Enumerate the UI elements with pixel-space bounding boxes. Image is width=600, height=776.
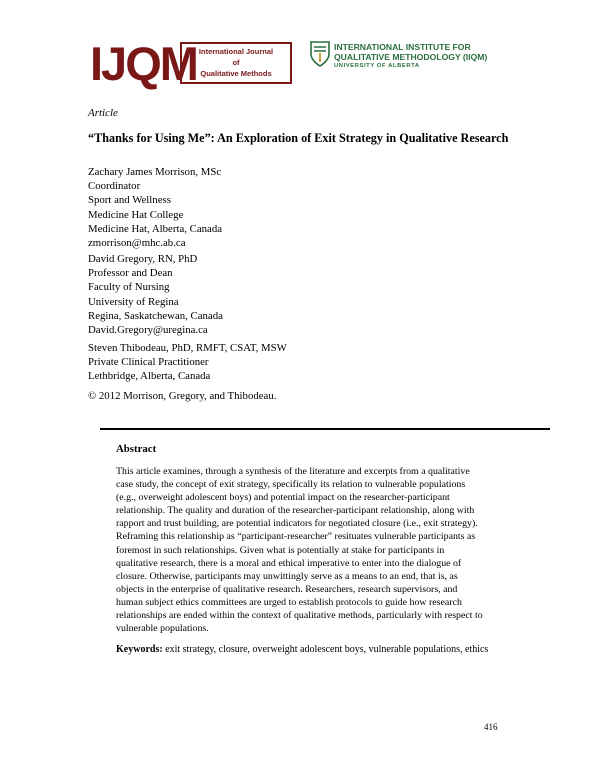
author-1-location: Medicine Hat, Alberta, Canada <box>88 222 223 235</box>
author-2-role: Professor and Dean <box>88 267 173 280</box>
author-2-department: Faculty of Nursing <box>88 281 170 294</box>
journal-name-line-3: Qualitative Methods <box>200 69 272 78</box>
institute-logo <box>310 41 510 81</box>
abstract-line: closure. Otherwise, participants may unwittingly serve as a means to an end, that is, as <box>116 570 458 582</box>
journal-name-box <box>180 42 292 84</box>
author-1-institution: Medicine Hat College <box>88 208 184 221</box>
institute-name-line-1: INTERNATIONAL INSTITUTE FOR <box>334 42 471 52</box>
copyright-notice: © 2012 Morrison, Gregory, and Thibodeau. <box>88 390 277 402</box>
journal-logo <box>90 38 300 90</box>
abstract-line: vulnerable populations. <box>116 623 209 635</box>
institute-name <box>334 42 514 71</box>
author-block-2 <box>88 252 223 337</box>
author-1-name: Zachary James Morrison, MSc <box>88 166 222 178</box>
abstract-line: This article examines, through a synthesis of the literature and excerpts from a qualitative <box>116 466 470 477</box>
author-block-3 <box>88 341 287 384</box>
abstract-line: qualitative research, there is a moral and ethical imperative to enter into the dialogue of <box>116 557 462 569</box>
author-1-role: Coordinator <box>88 180 141 193</box>
abstract-line: case study, the concept of exit strategy, specifically its relation to vulnerable populations <box>116 479 466 491</box>
shield-icon <box>310 41 330 67</box>
abstract-line: relationships are ended within the context of qualitative methods, particularly with respect to <box>116 610 483 622</box>
institute-subtitle: UNIVERSITY OF ALBERTA <box>334 63 420 69</box>
author-1-department: Sport and Wellness <box>88 194 171 207</box>
abstract-line: objects in the enterprise of qualitative research. Researchers, research supervisors, and <box>116 583 458 595</box>
author-2-location: Regina, Saskatchewan, Canada <box>88 309 223 322</box>
author-2-name: David Gregory, RN, PhD <box>88 253 198 265</box>
journal-name-line-2: of <box>232 58 240 67</box>
keywords-label: Keywords: <box>116 644 163 655</box>
page-number: 416 <box>484 722 498 732</box>
abstract-line: foremost in such relationships. Given what is potentially at stake for participants in <box>116 544 445 556</box>
author-2-email[interactable]: David.Gregory@uregina.ca <box>88 324 208 337</box>
journal-logo-mark: IJQM <box>90 37 197 90</box>
abstract-line: rapport and trust building, are potential indicators for negotiated closure (i.e., exit strategy). <box>116 518 478 530</box>
author-2-institution: University of Regina <box>88 295 179 308</box>
abstract-line: human subject ethics committees are urged to establish protocols to guide how research <box>116 596 462 608</box>
abstract-line: relationship. The quality and duration of the researcher-participant relationship, along with <box>116 505 475 517</box>
abstract-line: Reframing this relationship as “participant-researcher” resituates vulnerable participants as <box>116 531 476 543</box>
abstract-body <box>116 465 524 635</box>
article-title: “Thanks for Using Me”: An Exploration of Exit Strategy in Qualitative Research <box>88 131 509 145</box>
author-3-role: Private Clinical Practitioner <box>88 356 209 369</box>
abstract-heading: Abstract <box>116 443 157 455</box>
keywords-text: exit strategy, closure, overweight adolescent boys, vulnerable populations, ethics <box>162 644 489 655</box>
keywords <box>116 643 536 656</box>
article-type-label: Article <box>88 107 118 119</box>
author-3-name: Steven Thibodeau, PhD, RMFT, CSAT, MSW <box>88 342 287 354</box>
author-block-1 <box>88 165 222 250</box>
journal-name-line-1: International Journal <box>198 47 274 56</box>
author-1-email[interactable]: zmorrison@mhc.ab.ca <box>88 237 186 250</box>
institute-name-line-2: QUALITATIVE METHODOLOGY (IIQM) <box>334 52 488 62</box>
abstract-divider <box>100 428 550 430</box>
abstract-line: (e.g., overweight adolescent boys) and potential impact on the researcher-participant <box>116 492 450 504</box>
author-3-location: Lethbridge, Alberta, Canada <box>88 370 211 383</box>
